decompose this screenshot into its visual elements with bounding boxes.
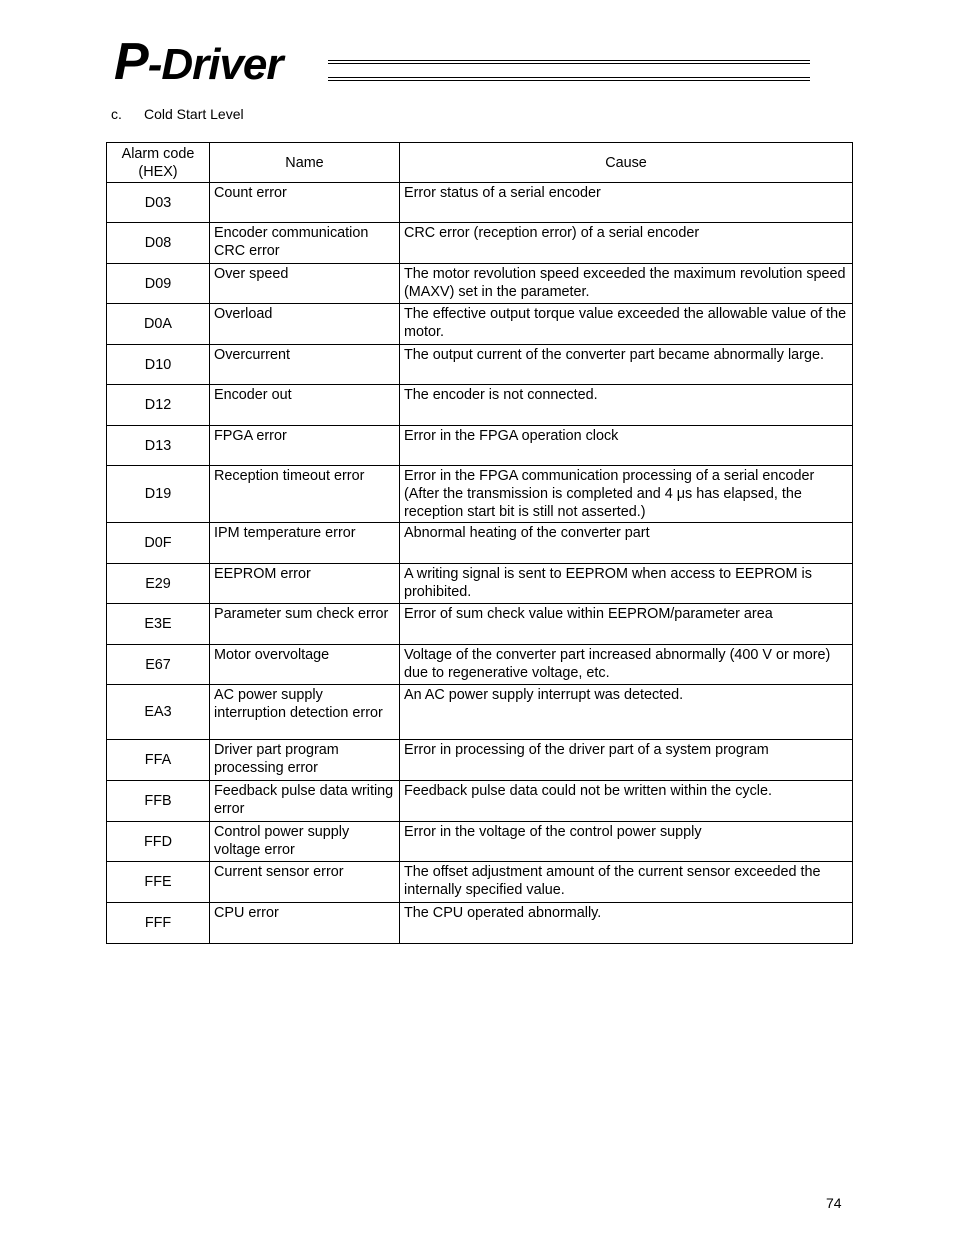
- table-row: [107, 862, 853, 903]
- alarm-name-cell: Driver part program processing error: [210, 740, 400, 781]
- logo-p: P: [114, 33, 148, 91]
- alarm-cause-cell: Feedback pulse data could not be written within the cycle.: [400, 781, 853, 822]
- alarm-code-cell: FFF: [107, 903, 210, 944]
- alarm-cause-cell: CRC error (reception error) of a serial encoder: [400, 223, 853, 264]
- alarm-name-cell: Overload: [210, 304, 400, 345]
- alarm-name-cell: EEPROM error: [210, 564, 400, 604]
- table-row: [107, 822, 853, 862]
- table-row: [107, 426, 853, 466]
- alarm-cause-cell: The output current of the converter part became abnormally large.: [400, 345, 853, 385]
- section-title: Cold Start Level: [144, 106, 244, 122]
- alarm-code-cell: FFD: [107, 822, 210, 862]
- alarm-name-cell: CPU error: [210, 903, 400, 944]
- page-number: 74: [826, 1195, 842, 1211]
- alarm-name-cell: Over speed: [210, 264, 400, 304]
- alarm-code-cell: E67: [107, 645, 210, 685]
- alarm-cause-cell: Error in the FPGA operation clock: [400, 426, 853, 466]
- alarm-cause-cell: A writing signal is sent to EEPROM when access to EEPROM is prohibited.: [400, 564, 853, 604]
- alarm-name-cell: Motor overvoltage: [210, 645, 400, 685]
- alarm-code-cell: E29: [107, 564, 210, 604]
- alarm-cause-cell: Error status of a serial encoder: [400, 183, 853, 223]
- logo-rest: -Driver: [147, 40, 283, 89]
- header-cause: Cause: [400, 143, 853, 183]
- alarm-name-cell: AC power supply interruption detection error: [210, 685, 400, 740]
- table-row: [107, 223, 853, 264]
- table-row: [107, 183, 853, 223]
- alarm-code-cell: D09: [107, 264, 210, 304]
- section-heading: [111, 106, 244, 122]
- logo-rule: [328, 60, 810, 80]
- table-row: [107, 781, 853, 822]
- alarm-code-cell: FFB: [107, 781, 210, 822]
- alarm-cause-cell: The CPU operated abnormally.: [400, 903, 853, 944]
- alarm-code-cell: D19: [107, 466, 210, 523]
- table-row: [107, 740, 853, 781]
- alarm-cause-cell: The encoder is not connected.: [400, 385, 853, 426]
- alarm-name-cell: Encoder communication CRC error: [210, 223, 400, 264]
- alarm-name-cell: Feedback pulse data writing error: [210, 781, 400, 822]
- table-row: [107, 466, 853, 523]
- alarm-name-cell: Count error: [210, 183, 400, 223]
- header-alarm-code: Alarm code (HEX): [107, 143, 210, 183]
- alarm-code-cell: EA3: [107, 685, 210, 740]
- table-row: [107, 264, 853, 304]
- alarm-cause-cell: The effective output torque value exceeded the allowable value of the motor.: [400, 304, 853, 345]
- table-row: [107, 564, 853, 604]
- alarm-code-cell: E3E: [107, 604, 210, 645]
- alarm-cause-cell: The offset adjustment amount of the current sensor exceeded the internally specified value.: [400, 862, 853, 903]
- alarm-code-cell: D13: [107, 426, 210, 466]
- alarm-cause-cell: An AC power supply interrupt was detected.: [400, 685, 853, 740]
- alarm-code-cell: D0F: [107, 523, 210, 564]
- table-row: [107, 685, 853, 740]
- alarm-code-cell: D12: [107, 385, 210, 426]
- table-row: [107, 645, 853, 685]
- alarm-code-cell: FFA: [107, 740, 210, 781]
- alarm-code-cell: D0A: [107, 304, 210, 345]
- alarm-name-cell: Encoder out: [210, 385, 400, 426]
- alarm-cause-cell: Error in processing of the driver part of a system program: [400, 740, 853, 781]
- alarm-code-cell: FFE: [107, 862, 210, 903]
- alarm-code-cell: D03: [107, 183, 210, 223]
- alarm-name-cell: Overcurrent: [210, 345, 400, 385]
- table-row: [107, 304, 853, 345]
- alarm-name-cell: Control power supply voltage error: [210, 822, 400, 862]
- alarm-code-cell: D08: [107, 223, 210, 264]
- alarm-cause-cell: Error in the voltage of the control power supply: [400, 822, 853, 862]
- table-row: [107, 903, 853, 944]
- alarm-name-cell: IPM temperature error: [210, 523, 400, 564]
- header-name: Name: [210, 143, 400, 183]
- alarm-name-cell: Current sensor error: [210, 862, 400, 903]
- section-letter: c.: [111, 106, 122, 122]
- alarm-cause-cell: Voltage of the converter part increased abnormally (400 V or more) due to regenerative voltage, etc.: [400, 645, 853, 685]
- alarm-name-cell: Parameter sum check error: [210, 604, 400, 645]
- alarm-cause-cell: Error of sum check value within EEPROM/parameter area: [400, 604, 853, 645]
- table-header-row: [107, 143, 853, 183]
- alarm-table: [106, 142, 853, 944]
- p-driver-logo: [114, 33, 814, 91]
- alarm-name-cell: Reception timeout error: [210, 466, 400, 523]
- alarm-code-cell: D10: [107, 345, 210, 385]
- table-row: [107, 523, 853, 564]
- alarm-cause-cell: Abnormal heating of the converter part: [400, 523, 853, 564]
- alarm-cause-cell: Error in the FPGA communication processing of a serial encoder (After the transmission is completed and 4 μs has elapsed, the reception start bit is still not asserted.): [400, 466, 853, 523]
- logo-text: [114, 33, 283, 91]
- table-row: [107, 604, 853, 645]
- table-row: [107, 385, 853, 426]
- alarm-name-cell: FPGA error: [210, 426, 400, 466]
- table-row: [107, 345, 853, 385]
- alarm-cause-cell: The motor revolution speed exceeded the maximum revolution speed (MAXV) set in the parameter.: [400, 264, 853, 304]
